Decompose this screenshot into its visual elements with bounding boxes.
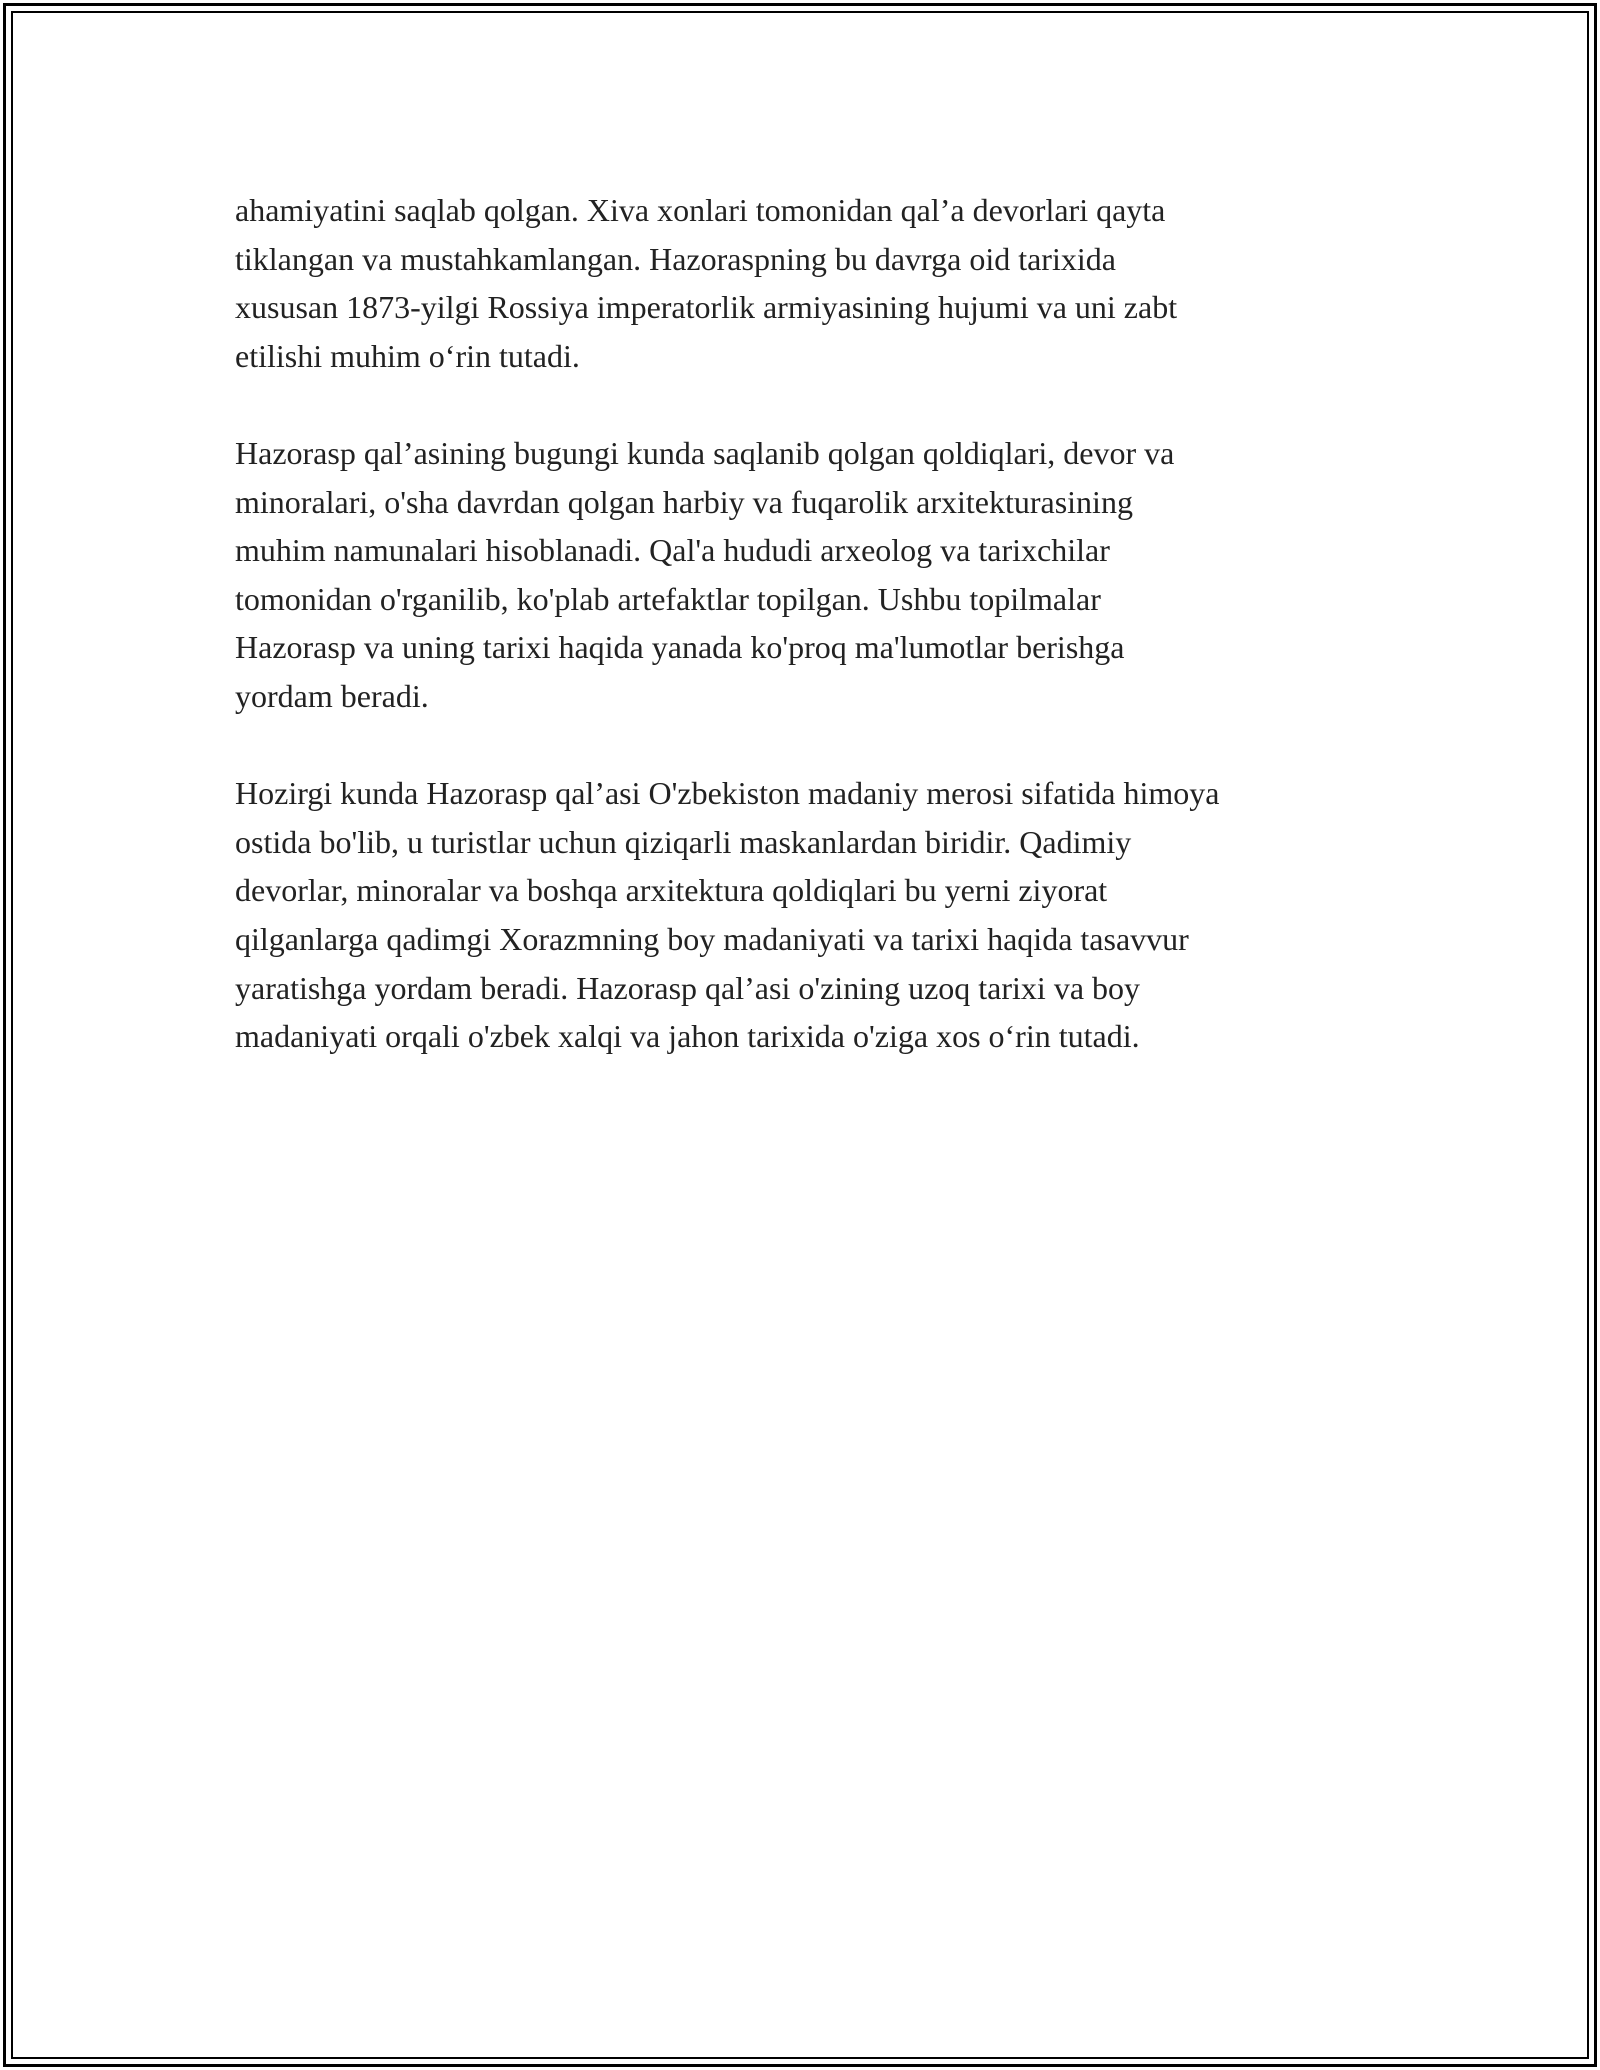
paragraph-3 bbox=[235, 769, 1395, 1061]
text-line: Hazorasp va uning tarixi haqida yanada ko'proq ma'lumotlar berishga bbox=[235, 629, 1125, 666]
text-line: muhim namunalari hisoblanadi. Qal'a hududi arxeolog va tarixchilar bbox=[235, 532, 1110, 569]
text-line: etilishi muhim o‘rin tutadi. bbox=[235, 337, 580, 374]
text-line: tiklangan va mustahkamlangan. Hazoraspning bu davrga oid tarixida bbox=[235, 240, 1116, 277]
text-line: Hazorasp qal’asining bugungi kunda saqlanib qolgan qoldiqlari, devor va bbox=[235, 434, 1175, 471]
document-body bbox=[235, 186, 1395, 1109]
text-line: yaratishga yordam beradi. Hazorasp qal’asi o'zining uzoq tarixi va boy bbox=[235, 969, 1141, 1006]
paragraph-2 bbox=[235, 429, 1395, 721]
text-line: Hozirgi kunda Hazorasp qal’asi O'zbekiston madaniy merosi sifatida himoya bbox=[235, 775, 1220, 812]
text-line: yordam beradi. bbox=[235, 677, 429, 714]
paragraph-1 bbox=[235, 186, 1395, 380]
text-line: minoralari, o'sha davrdan qolgan harbiy va fuqarolik arxitekturasining bbox=[235, 483, 1133, 520]
text-line: ostida bo'lib, u turistlar uchun qiziqarli maskanlardan biridir. Qadimiy bbox=[235, 823, 1132, 860]
text-line: qilganlarga qadimgi Xorazmning boy madaniyati va tarixi haqida tasavvur bbox=[235, 920, 1189, 957]
text-line: tomonidan o'rganilib, ko'plab artefaktlar topilgan. Ushbu topilmalar bbox=[235, 580, 1101, 617]
text-line: devorlar, minoralar va boshqa arxitektura qoldiqlari bu yerni ziyorat bbox=[235, 872, 1108, 909]
text-line: ahamiyatini saqlab qolgan. Xiva xonlari tomonidan qal’a devorlari qayta bbox=[235, 192, 1166, 228]
text-line: madaniyati orqali o'zbek xalqi va jahon tarixida o'ziga xos o‘rin tutadi. bbox=[235, 1018, 1140, 1055]
text-line: xususan 1873-yilgi Rossiya imperatorlik armiyasining hujumi va uni zabt bbox=[235, 289, 1178, 326]
